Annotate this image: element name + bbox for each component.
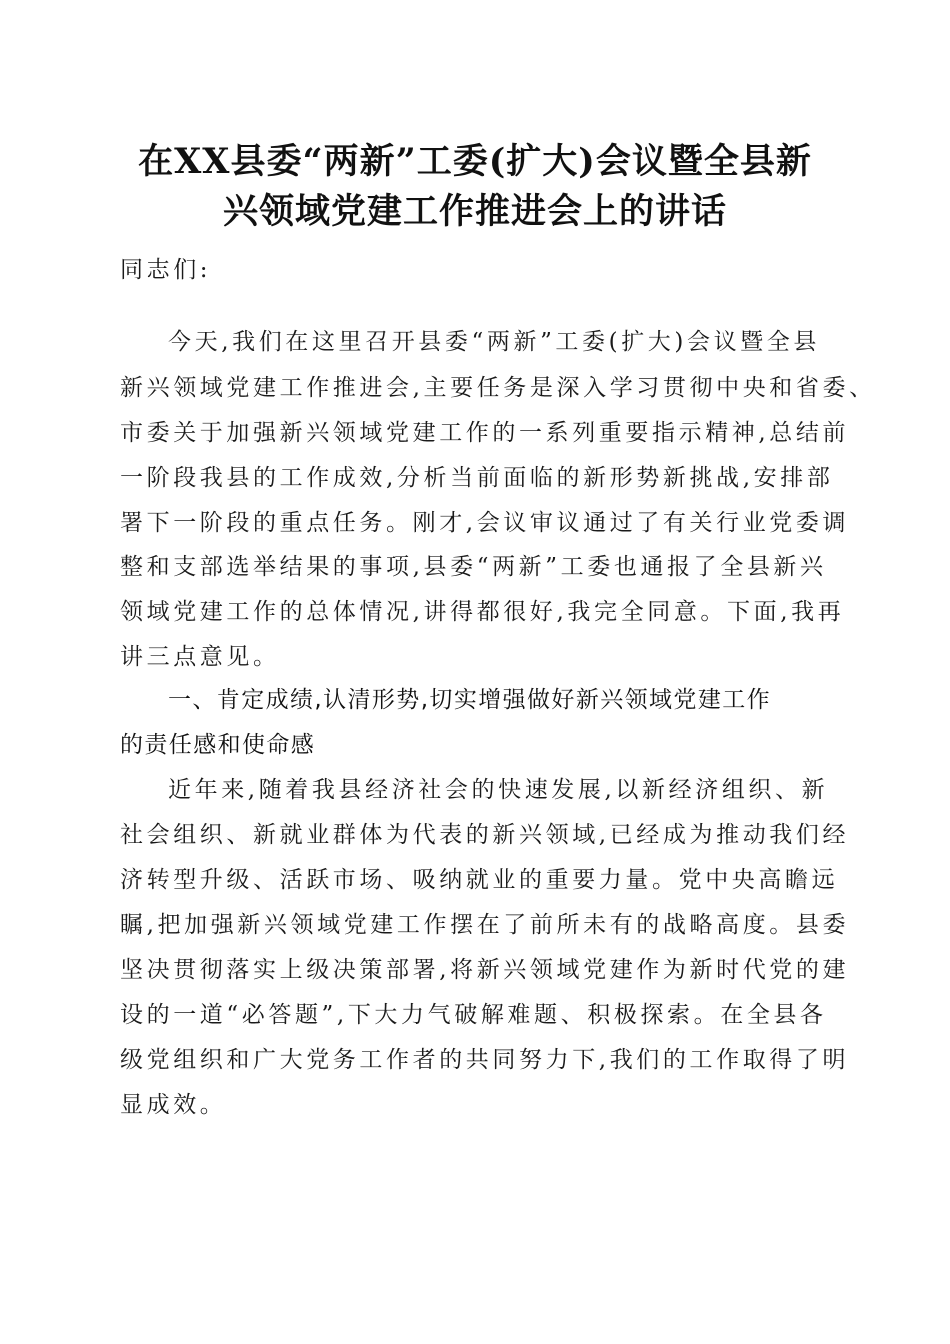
paragraph-1-line-6: 整和支部选举结果的事项,县委“两新”工委也通报了全县新兴	[120, 554, 827, 580]
paragraph-2-line-1: 近年来,随着我县经济社会的快速发展,以新经济组织、新	[168, 777, 829, 803]
paragraph-1-line-8: 讲三点意见。	[120, 644, 280, 670]
paragraph-1-line-2: 新兴领域党建工作推进会,主要任务是深入学习贯彻中央和省委、	[120, 375, 876, 401]
paragraph-1-line-3: 市委关于加强新兴领域党建工作的一系列重要指示精神,总结前	[120, 420, 850, 446]
paragraph-2-line-6: 设的一道“必答题”,下大力气破解难题、积极探索。在全县各	[120, 1002, 827, 1028]
section-1-heading-line-2: 的责任感和使命感	[120, 732, 316, 758]
section-1-heading-line-1: 一、肯定成绩,认清形势,切实增强做好新兴领域党建工作	[168, 687, 772, 713]
paragraph-2-line-2: 社会组织、新就业群体为代表的新兴领域,已经成为推动我们经	[120, 822, 850, 848]
document-title-line-1: 在XX县委“两新”工委(扩大)会议暨全县新	[138, 141, 812, 182]
paragraph-1-line-5: 署下一阶段的重点任务。刚才,会议审议通过了有关行业党委调	[120, 510, 850, 536]
paragraph-2-line-5: 坚决贯彻落实上级决策部署,将新兴领域党建作为新时代党的建	[120, 957, 850, 983]
paragraph-1-line-1: 今天,我们在这里召开县委“两新”工委(扩大)会议暨全县	[168, 329, 820, 355]
paragraph-1-line-4: 一阶段我县的工作成效,分析当前面临的新形势新挑战,安排部	[120, 465, 834, 491]
paragraph-2-line-3: 济转型升级、活跃市场、吸纳就业的重要力量。党中央高瞻远	[120, 867, 839, 893]
salutation: 同志们:	[120, 257, 212, 283]
paragraph-1-line-7: 领域党建工作的总体情况,讲得都很好,我完全同意。下面,我再	[120, 599, 845, 625]
document-title-line-2: 兴领域党建工作推进会上的讲话	[222, 191, 727, 232]
paragraph-2-line-4: 瞩,把加强新兴领域党建工作摆在了前所未有的战略高度。县委	[120, 912, 850, 938]
paragraph-2-line-8: 显成效。	[120, 1092, 227, 1118]
paragraph-2-line-7: 级党组织和广大党务工作者的共同努力下,我们的工作取得了明	[120, 1047, 850, 1073]
